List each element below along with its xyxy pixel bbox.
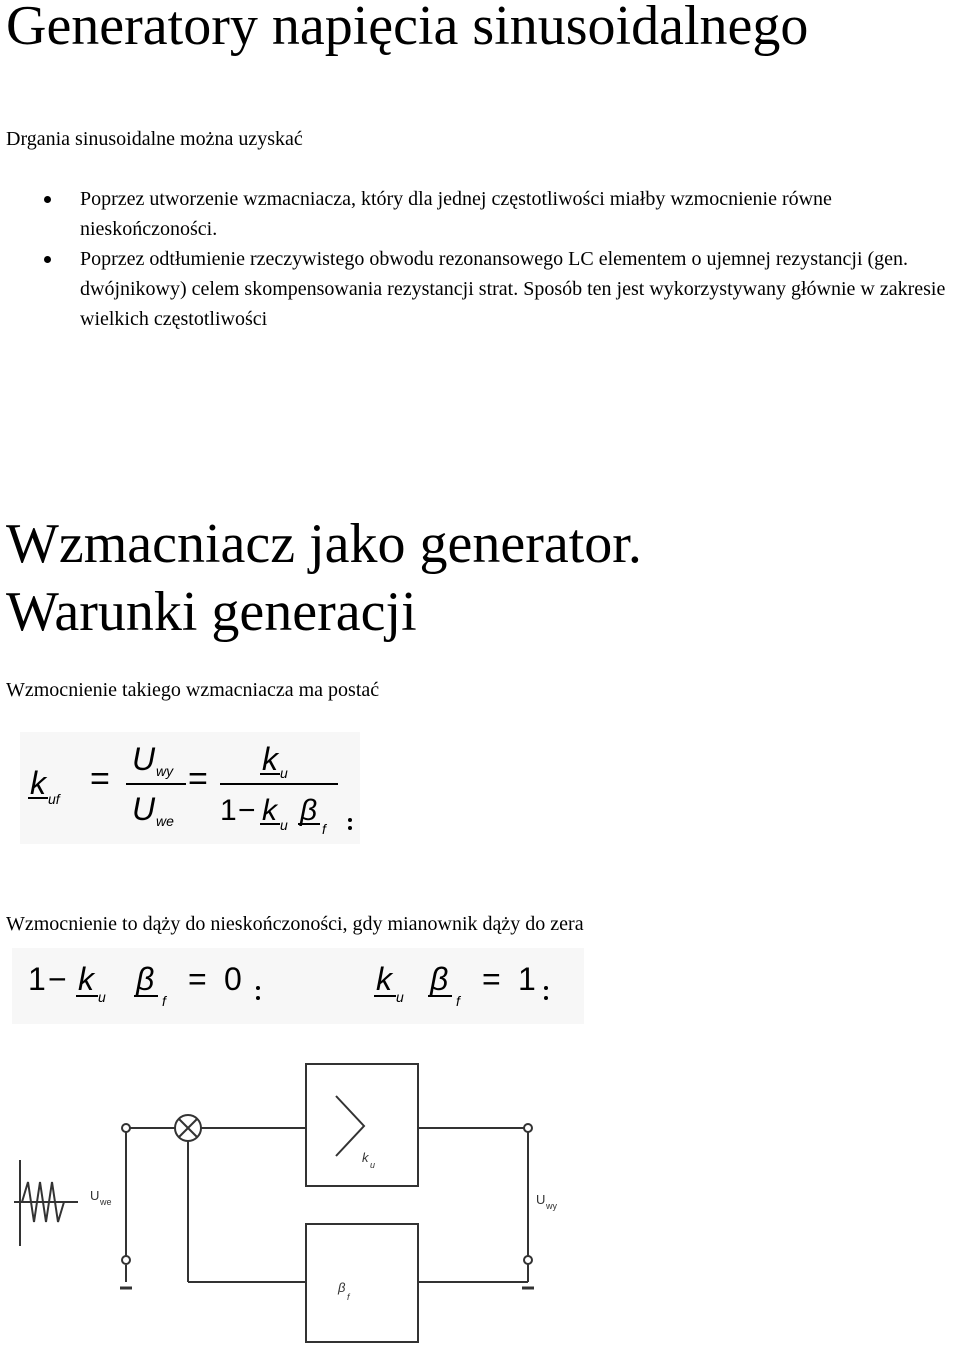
page-title: Generatory napięcia sinusoidalnego (6, 0, 809, 57)
bullet-item-2: Poprzez odtłumienie rzeczywistego obwodu rezonansowego LC elementem o ujemnej rezystancji (gen. dwójnikowy) celem skompensowania rezystancji strat. Sposób ten jest wykorzystywany głównie w zakresie wielkich częstotliwości (80, 244, 960, 334)
cond1-zero: 0 (224, 961, 242, 997)
formula-den-u: U (132, 791, 156, 827)
formula-num-u: U (132, 741, 156, 777)
formula-kuf: k (30, 765, 46, 801)
cond1-k-sub: u (98, 989, 106, 1005)
gain-description: Wzmocnienie takiego wzmacniacza ma postać (6, 679, 380, 701)
section-heading-line-1: Wzmacniacz jako generator. (6, 513, 642, 575)
feedback-label: β (338, 1280, 346, 1295)
section-heading (6, 510, 642, 646)
formula-den-beta-sub: f (322, 821, 326, 837)
feedback-block-diagram (8, 1060, 568, 1350)
formula-den-minus: − (238, 794, 256, 827)
cond1-eq: = (188, 961, 207, 997)
cond2-beta: β (430, 961, 449, 997)
formula-eq-1: = (90, 760, 110, 798)
cond2-beta-sub: f (456, 993, 460, 1009)
cond2-one: 1 (518, 961, 536, 997)
cond1-minus: − (48, 961, 67, 997)
output-voltage-label-sub: wy (546, 1201, 557, 1211)
cond1-one: 1 (28, 961, 46, 997)
input-voltage-label-sub: we (100, 1197, 112, 1207)
amplifier-gain-label-sub: u (370, 1160, 376, 1170)
formula-num-k-sub: u (280, 765, 288, 781)
amplifier-gain-label: k (362, 1150, 369, 1165)
bullet-item-1: Poprzez utworzenie wzmacniacza, który dla jednej częstotliwości miałby wzmocnienie równe nieskończoności. (80, 184, 960, 244)
bullet-list (80, 184, 960, 334)
cond2-k-sub: u (396, 989, 404, 1005)
formula-den-beta: β (300, 794, 318, 827)
condition-description: Wzmocnienie to dąży do nieskończoności, gdy mianownik dąży do zera (6, 913, 584, 935)
formula-den-u-sub: we (156, 813, 174, 829)
formula-den-one: 1 (220, 794, 237, 827)
formula-num-u-sub: wy (156, 763, 174, 779)
gain-formula (20, 732, 360, 844)
cond2-eq: = (482, 961, 501, 997)
formula-den-k: k (262, 794, 277, 827)
formula-kuf-sub: uf (48, 791, 60, 807)
feedback-label-sub: f (347, 1292, 350, 1302)
feedback-block (306, 1224, 418, 1342)
cond2-k: k (376, 961, 392, 997)
amplifier-symbol-icon (336, 1096, 364, 1156)
cond1-beta: β (136, 961, 155, 997)
input-voltage-label: U (90, 1188, 100, 1203)
cond1-k: k (78, 961, 94, 997)
generation-conditions (12, 948, 584, 1024)
cond1-beta-sub: f (162, 993, 166, 1009)
input-terminal-icon (122, 1124, 130, 1132)
formula-num-k: k (262, 741, 278, 777)
output-terminal-icon (524, 1124, 532, 1132)
intro-text: Drgania sinusoidalne można uzyskać (6, 128, 303, 150)
formula-eq-2: = (188, 760, 208, 798)
output-voltage-label: U (536, 1192, 546, 1207)
formula-den-k-sub: u (280, 817, 288, 833)
section-heading-line-2: Warunki generacji (6, 581, 417, 643)
